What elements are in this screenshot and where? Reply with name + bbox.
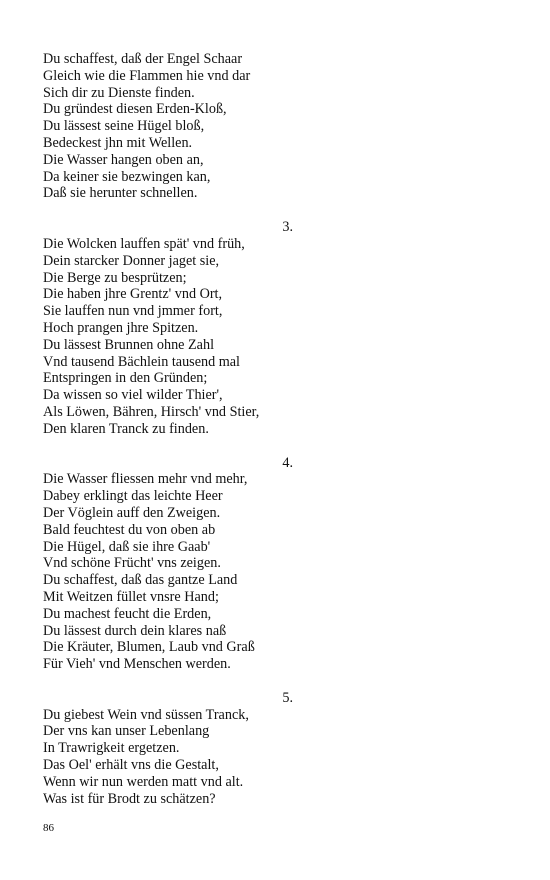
- verse-line: Da wissen so viel wilder Thier',: [43, 387, 223, 404]
- verse-line: Die Hügel, daß sie ihre Gaab': [43, 538, 211, 555]
- stanza-3: [43, 219, 293, 437]
- poem-text: [43, 51, 293, 807]
- verse-line: Du schaffest, daß das gantze Land: [43, 572, 238, 589]
- verse-line: Was ist für Brodt zu schätzen?: [43, 790, 216, 807]
- verse-line: Du gründest diesen Erden-Kloß,: [43, 101, 227, 118]
- stanza-number: 5.: [282, 689, 293, 706]
- stanza-number: 4.: [282, 454, 293, 471]
- verse-line: Gleich wie die Flammen hie vnd dar: [43, 67, 251, 84]
- verse-line: Vnd tausend Bächlein tausend mal: [43, 353, 240, 370]
- page-number: 86: [43, 822, 54, 834]
- stanza-1: [43, 51, 293, 202]
- verse-line: Die Wasser fliessen mehr vnd mehr,: [43, 471, 248, 488]
- verse-line: Der Vöglein auff den Zweigen.: [43, 504, 221, 521]
- verse-line: Bald feuchtest du von oben ab: [43, 521, 216, 538]
- verse-line: Wenn wir nun werden matt vnd alt.: [43, 773, 244, 790]
- verse-line: Da keiner sie bezwingen kan,: [43, 168, 211, 185]
- verse-line: Hoch prangen jhre Spitzen.: [43, 319, 199, 336]
- stanza-4: [43, 455, 293, 673]
- verse-line: Vnd schöne Frücht' vns zeigen.: [43, 555, 221, 572]
- verse-line: Sie lauffen nun vnd jmmer fort,: [43, 303, 223, 320]
- verse-line: Daß sie herunter schnellen.: [43, 185, 198, 202]
- verse-line: Der vns kan unser Lebenlang: [43, 723, 210, 740]
- verse-line: Bedeckest jhn mit Wellen.: [43, 134, 193, 151]
- verse-line: Du schaffest, daß der Engel Schaar: [43, 51, 243, 67]
- verse-line: Die Wasser hangen oben an,: [43, 151, 204, 168]
- verse-line: Du lässest durch dein klares naß: [43, 622, 227, 639]
- verse-line: Entspringen in den Gründen;: [43, 370, 208, 387]
- verse-line: Sich dir zu Dienste finden.: [43, 84, 195, 101]
- verse-line: Mit Weitzen füllet vnsre Hand;: [43, 588, 219, 605]
- verse-line: Dabey erklingt das leichte Heer: [43, 488, 223, 505]
- verse-line: Du machest feucht die Erden,: [43, 605, 212, 622]
- verse-line: Die Wolcken lauffen spät' vnd früh,: [43, 235, 245, 252]
- verse-line: Das Oel' erhält vns die Gestalt,: [43, 757, 219, 774]
- verse-line: Dein starcker Donner jaget sie,: [43, 252, 220, 269]
- verse-line: Du lässest Brunnen ohne Zahl: [43, 336, 215, 353]
- stanza-number: 3.: [282, 219, 293, 236]
- verse-line: Die Berge zu besprützen;: [43, 269, 187, 286]
- verse-line: Als Löwen, Bähren, Hirsch' vnd Stier,: [43, 403, 260, 420]
- verse-line: Du lässest seine Hügel bloß,: [43, 118, 205, 135]
- stanza-5: [43, 690, 293, 808]
- verse-line: Die haben jhre Grentz' vnd Ort,: [43, 286, 223, 303]
- verse-line: Den klaren Tranck zu finden.: [43, 420, 209, 437]
- verse-line: Für Vieh' vnd Menschen werden.: [43, 656, 231, 673]
- verse-line: In Trawrigkeit ergetzen.: [43, 740, 180, 757]
- verse-line: Die Kräuter, Blumen, Laub vnd Graß: [43, 639, 255, 656]
- verse-line: Du giebest Wein vnd süssen Tranck,: [43, 706, 249, 723]
